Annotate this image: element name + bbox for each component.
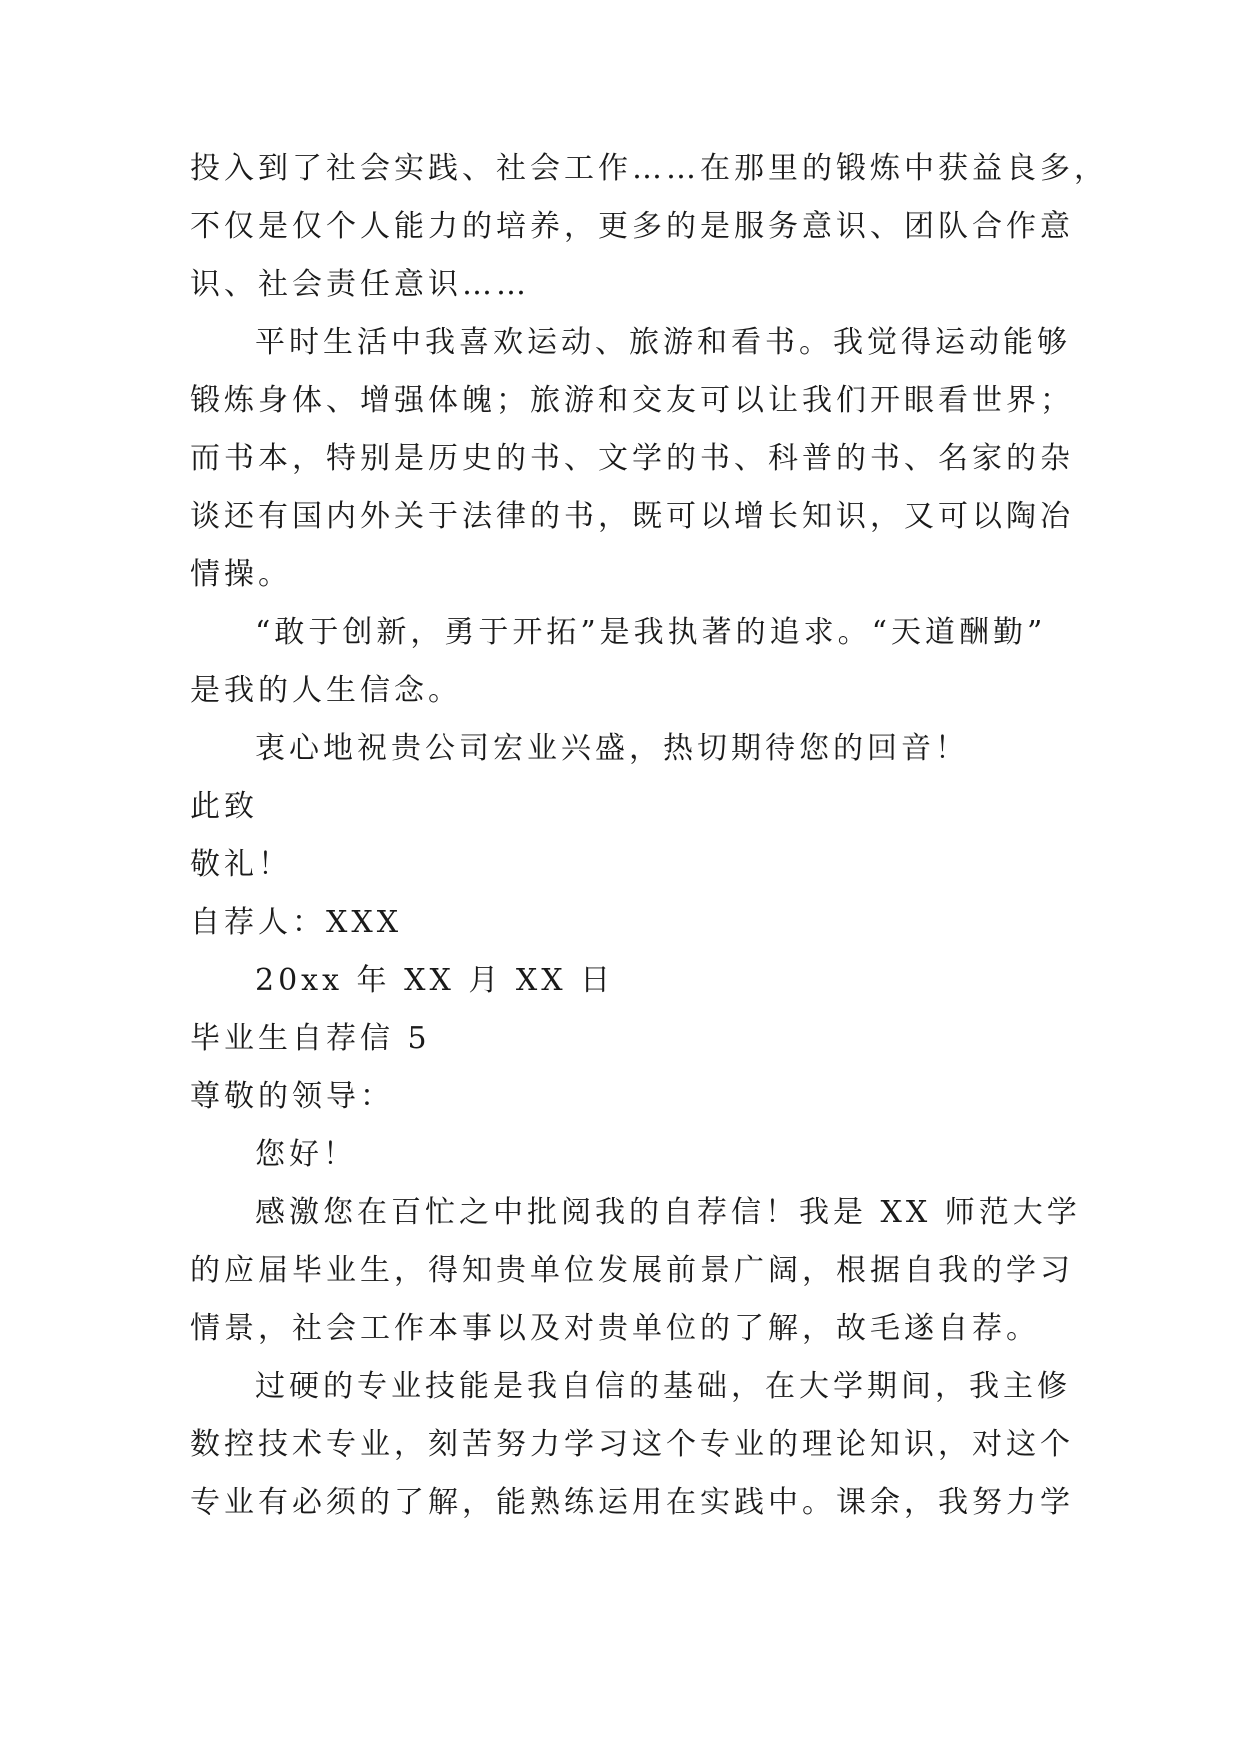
paragraph-line: 情景，社会工作本事以及对贵单位的了解，故毛遂自荐。 xyxy=(190,1311,1040,1346)
paragraph-line: 不仅是仅个人能力的培养，更多的是服务意识、团队合作意 xyxy=(190,209,1074,244)
paragraph-line: 情操。 xyxy=(190,557,292,592)
paragraph-line: 平时生活中我喜欢运动、旅游和看书。我觉得运动能够 xyxy=(255,325,1071,360)
closing-regards: 敬礼！ xyxy=(190,847,292,882)
paragraph-line: 衷心地祝贵公司宏业兴盛，热切期待您的回音！ xyxy=(255,731,969,766)
paragraph-line: 谈还有国内外关于法律的书，既可以增长知识，又可以陶冶 xyxy=(190,499,1074,534)
greeting: 您好！ xyxy=(255,1137,357,1172)
paragraph-line: 的应届毕业生，得知贵单位发展前景广阔，根据自我的学习 xyxy=(190,1253,1074,1288)
paragraph-line: 专业有必须的了解，能熟练运用在实践中。课余，我努力学 xyxy=(190,1485,1074,1520)
paragraph-line: 锻炼身体、增强体魄；旅游和交友可以让我们开眼看世界； xyxy=(190,383,1074,418)
paragraph-line: 投入到了社会实践、社会工作……在那里的锻炼中获益良多， xyxy=(190,151,1108,186)
paragraph-line: “敢于创新，勇于开拓”是我执著的追求。“天道酬勤” xyxy=(255,615,1047,650)
signature-date: 20xx 年 XX 月 XX 日 xyxy=(255,963,615,998)
closing-salutation: 此致 xyxy=(190,789,258,824)
paragraph-line: 感激您在百忙之中批阅我的自荐信！我是 XX 师范大学 xyxy=(255,1195,1081,1230)
paragraph-line: 数控技术专业，刻苦努力学习这个专业的理论知识，对这个 xyxy=(190,1427,1074,1462)
paragraph-line: 识、社会责任意识…… xyxy=(190,267,530,302)
paragraph-line: 而书本，特别是历史的书、文学的书、科普的书、名家的杂 xyxy=(190,441,1074,476)
greeting-addressee: 尊敬的领导： xyxy=(190,1079,394,1114)
paragraph-line: 是我的人生信念。 xyxy=(190,673,462,708)
paragraph-line: 过硬的专业技能是我自信的基础，在大学期间，我主修 xyxy=(255,1369,1071,1404)
section-title: 毕业生自荐信 5 xyxy=(190,1021,431,1056)
signature-name: 自荐人：XXX xyxy=(190,905,403,940)
